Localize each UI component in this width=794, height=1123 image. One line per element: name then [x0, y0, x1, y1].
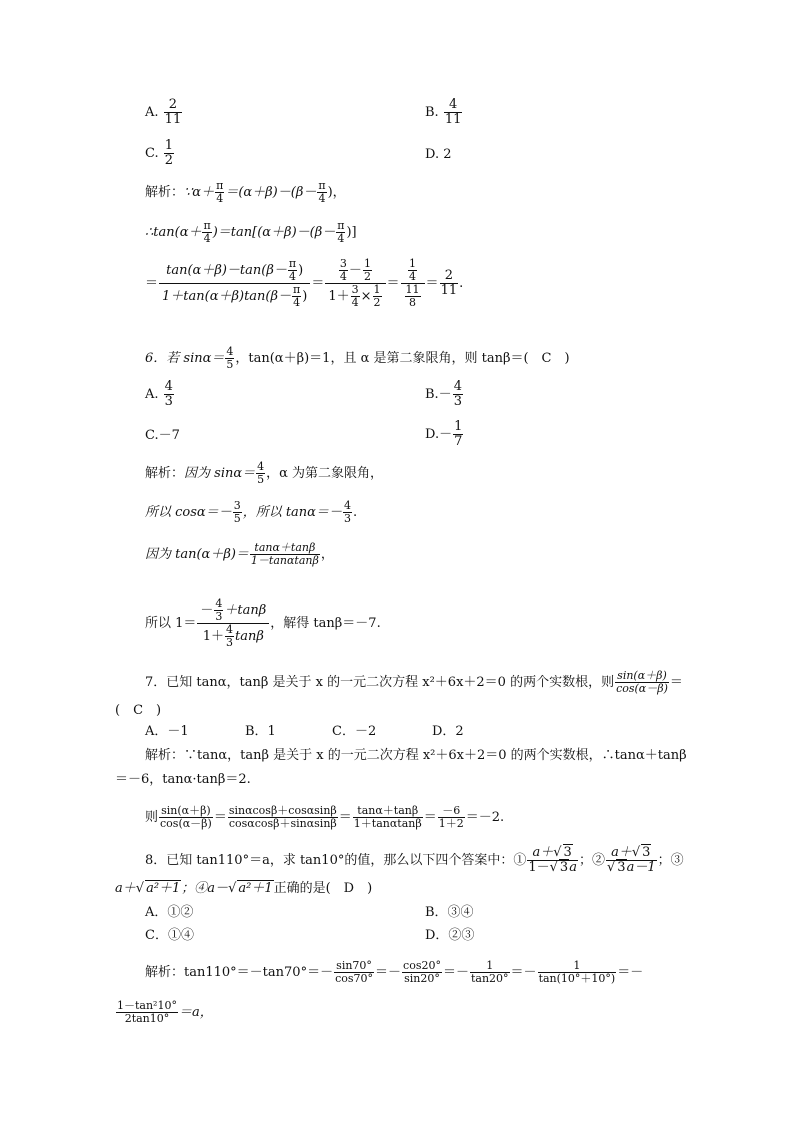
q5-result-fraction: $\frac{2}{11}$: [440, 268, 458, 298]
q5-c-fraction: $\frac{1}{2}$: [164, 138, 174, 168]
q6-option-c[interactable]: C.－7: [145, 428, 180, 443]
q5-numeric-fraction: $\frac{3}{4}$ － $\frac{1}{2}$ 1＋ $\frac{3}{4}$ × $\frac{1}{2}$: [325, 258, 385, 309]
q5-b-fraction: $\frac{4}{11}$: [444, 97, 462, 127]
q8-stem-line1: 8．已知 tan110°＝a，求 tan10°的值，那么以下四个答案中：① $\frac{a+√ 3}{1-√ 3a}$ ；② $\frac{a+√ 3}{√ 3a-1}$ ；③: [145, 845, 684, 875]
q7-option-b[interactable]: B．1: [245, 724, 276, 739]
q5-main-fraction: tan(α＋β)－tan(β－ $\frac{\pi}{4}$ ) 1＋tan(α＋β)tan(β－ $\frac{\pi}{4}$ ): [159, 258, 310, 309]
q8-stem-line2: a＋√ a²＋1；④a－√ a²＋1正确的是( D ): [115, 881, 373, 896]
q6-analysis-line1: 解析：因为 sinα＝ $\frac{4}{5}$ ，α 为第二象限角，: [145, 460, 384, 486]
q5-analysis-line2: ∴tan(α＋ $\frac{\pi}{4}$ )＝tan[(α＋β)－(β－ $\frac{\pi}{4}$ )]: [145, 219, 357, 245]
q8-analysis-line2: $\frac{\text{1－tan²10°}}{2\tan 10^\circ}$ ＝a，: [117, 999, 213, 1025]
q6-stem: 6．若 sinα＝ $\frac{4}{5}$ ，tan(α＋β)＝1，且 α 是第二象限角，则 tanβ＝( C ): [145, 345, 570, 371]
q6-option-b[interactable]: B.－ $\frac{4}{3}$: [425, 379, 462, 409]
q7-option-d[interactable]: D．2: [432, 724, 464, 739]
q5-a-fraction: $\frac{2}{11}$: [164, 97, 182, 127]
q7-answer: ( C ): [115, 703, 162, 718]
q5-option-d[interactable]: D. 2: [425, 147, 452, 162]
q5-simplified-fraction: $\frac{\frac{1}{4}}{\frac{11}{8}}$: [401, 258, 425, 309]
q7-stem: 7．已知 tanα，tanβ 是关于 x 的一元二次方程 x²＋6x＋2＝0 的两个实数根，则 $\frac{\sin(\alpha+\beta)}{\cos(\alpha-\beta)}$ ＝: [145, 669, 683, 695]
q6-analysis-line4: 所以 1＝ － $\frac{4}{3}$ ＋tanβ 1＋ $\frac{4}{3}$ tanβ ，解得 tanβ＝－7.: [145, 597, 381, 649]
q8-analysis-line1: 解析：tan110°＝－tan70°＝－ $\frac{\sin 70^\circ}{\cos 70^\circ}$ ＝－ $\frac{\cos 20^\circ}{\sin 20^\circ}$ ＝－ $\frac{1}{\tan 20^\circ}$ ＝－ $\frac{1}{\tan(10^\circ+10^\circ)}$ ＝－: [145, 959, 644, 985]
q8-option-a[interactable]: A．①②: [145, 905, 194, 920]
q7-analysis-line3: 则 $\frac{\sin(\alpha+\beta)}{\cos(\alpha-\beta)}$ ＝ $\frac{\sin\alpha\cos\beta+\cos\alpha\sin\beta}{\cos\alpha\cos\beta+\sin\alpha\sin\beta}$ ＝ $\frac{\tan\alpha+\tan\beta}{1+\tan\alpha\tan\beta}$ ＝ $\frac{-6}{1+2}$ ＝－2.: [145, 804, 505, 830]
q8-option-b[interactable]: B．③④: [425, 905, 474, 920]
q6-option-d[interactable]: D.－ $\frac{1}{7}$: [425, 419, 463, 449]
q7-analysis-line2: ＝－6，tanα·tanβ＝2.: [115, 772, 251, 787]
q7-option-c[interactable]: C．－2: [332, 724, 377, 739]
q7-option-a[interactable]: A．－1: [145, 724, 189, 739]
q8-option-c[interactable]: C．①④: [145, 928, 194, 943]
q6-option-a[interactable]: A. $\frac{4}{3}$: [145, 379, 173, 409]
q7-analysis-line1: 解析：∵tanα，tanβ 是关于 x 的一元二次方程 x²＋6x＋2＝0 的两个实数根，∴tanα＋tanβ: [145, 748, 687, 763]
q6-analysis-line2: 所以 cosα＝－ $\frac{3}{5}$ ，所以 tanα＝－ $\frac{4}{3}$ .: [145, 499, 358, 525]
q8-option-d[interactable]: D．②③: [425, 928, 475, 943]
q5-option-a[interactable]: A. $\frac{2}{11}$: [145, 97, 182, 127]
q5-analysis-line1: 解析：∵α＋ $\frac{\pi}{4}$ ＝(α＋β)－(β－ $\frac{\pi}{4}$ )，: [145, 179, 346, 205]
q6-analysis-line3: 因为 tan(α＋β)＝ $\frac{\tan\alpha+\tan\beta}{1-\tan\alpha\tan\beta}$ ，: [145, 541, 334, 567]
q5-option-c[interactable]: C. $\frac{1}{2}$: [145, 138, 174, 168]
q5-option-b[interactable]: B. $\frac{4}{11}$: [425, 97, 462, 127]
q5-analysis-line3: ＝ tan(α＋β)－tan(β－ $\frac{\pi}{4}$ ) 1＋tan(α＋β)tan(β－ $\frac{\pi}{4}$ ) ＝ $\frac{3}{4}$ － $\frac{1}{2}$ 1＋ $\frac{3}{4}$ × $\frac{1}{2}$ ＝ $\frac{\frac{1}{4}}{\frac{11}{8}}$ ＝ $\frac{2}{11}$ .: [145, 257, 464, 309]
